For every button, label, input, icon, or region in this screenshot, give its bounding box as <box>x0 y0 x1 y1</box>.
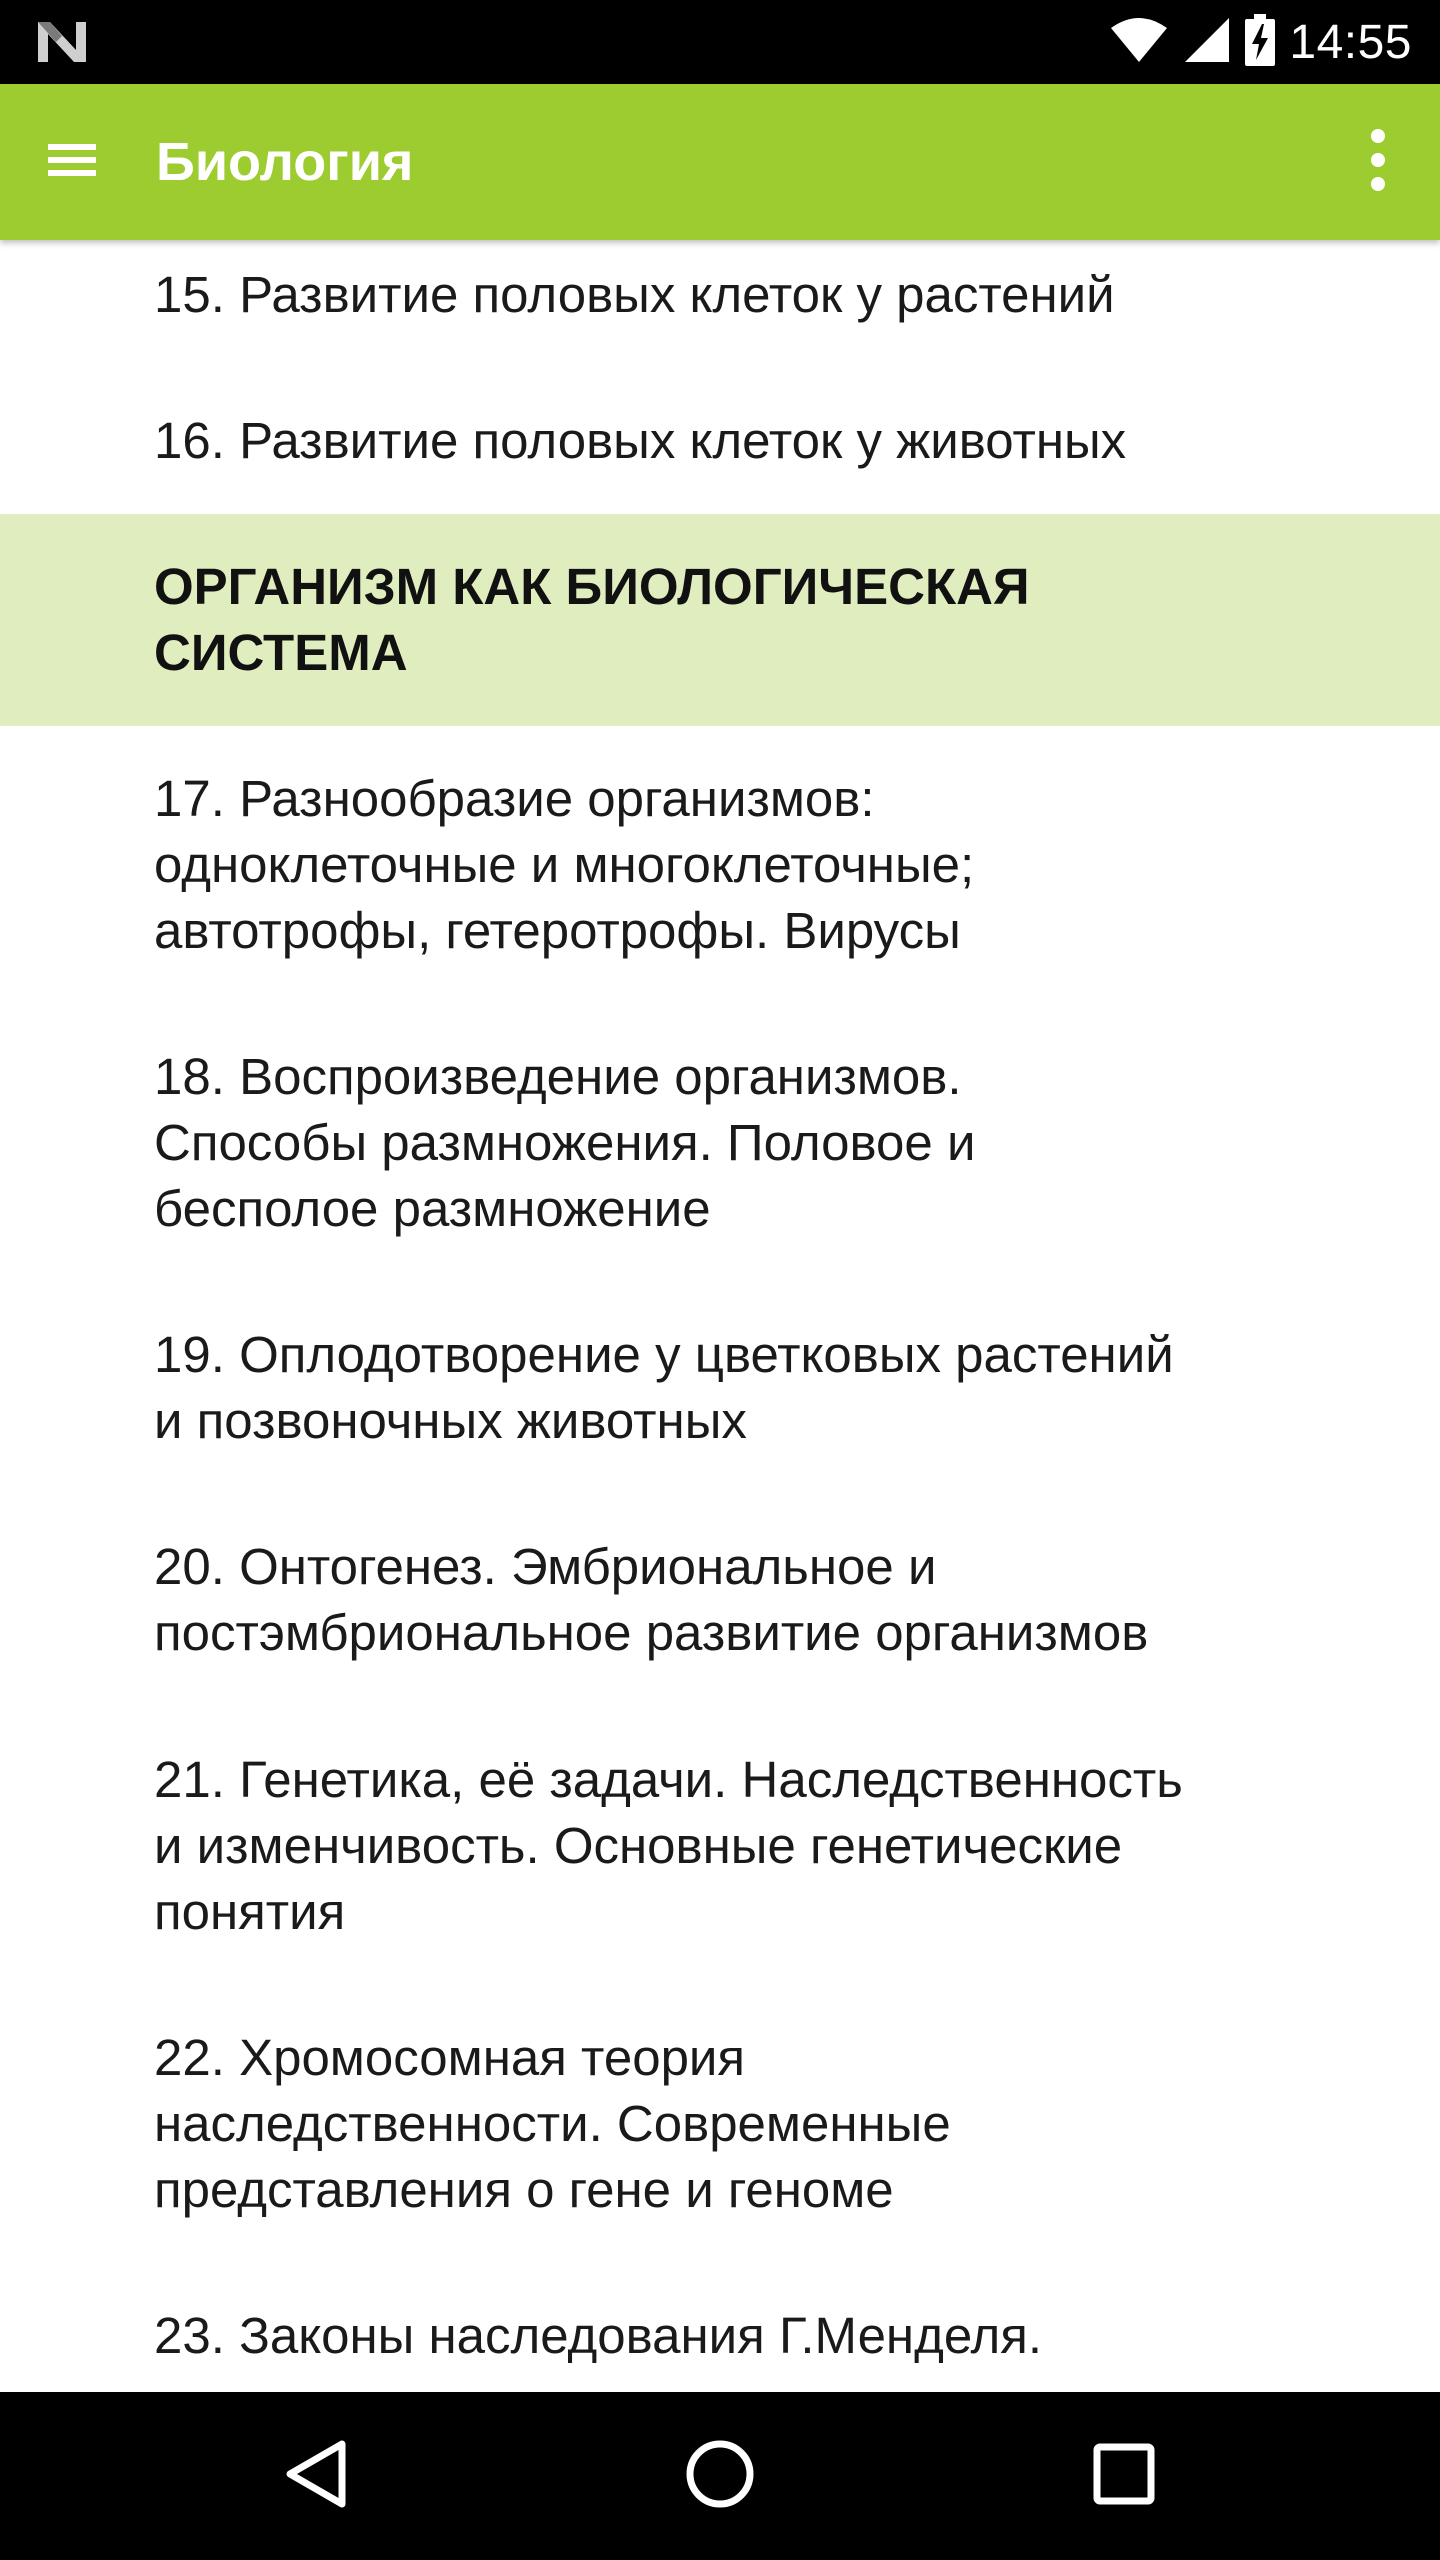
list-item-label: 20. Онтогенез. Эмбриональное и постэмбриональное развитие организмов <box>154 1538 1149 1661</box>
wifi-icon <box>1109 16 1169 69</box>
list-item[interactable] <box>0 1004 1440 1282</box>
home-circle-icon <box>684 2438 756 2515</box>
home-button[interactable] <box>670 2426 770 2526</box>
status-icons <box>1109 0 1412 84</box>
app-title: Биология <box>156 132 414 192</box>
list-item[interactable] <box>0 1707 1440 1985</box>
list-item[interactable] <box>0 2263 1440 2392</box>
list-item-label: 23. Законы наследования Г.Менделя. <box>154 2307 1043 2364</box>
more-vertical-icon <box>1370 128 1386 197</box>
status-time: 14:55 <box>1289 15 1412 69</box>
list-item-label: 19. Оплодотворение у цветковых растений и позвоночных животных <box>154 1326 1174 1449</box>
back-button[interactable] <box>266 2426 366 2526</box>
list-item-label: 22. Хромосомная теория наследственности. Современные представления о гене и геноме <box>154 2029 951 2218</box>
hamburger-menu-icon <box>48 142 96 183</box>
topic-list <box>0 240 1440 2392</box>
section-header <box>0 514 1440 726</box>
list-item-label: 21. Генетика, её задачи. Наследственность и изменчивость. Основные генетические понятия <box>154 1751 1183 1940</box>
list-item-label: 17. Разнообразие организмов: одноклеточные и многоклеточные; автотрофы, гетеротрофы. Вирусы <box>154 770 975 959</box>
status-bar <box>0 0 1440 84</box>
recents-button[interactable] <box>1074 2426 1174 2526</box>
menu-button[interactable] <box>34 124 110 200</box>
list-item-label: 16. Развитие половых клеток у животных <box>154 412 1127 469</box>
battery-charging-icon <box>1245 14 1275 71</box>
cellular-signal-icon <box>1183 16 1231 69</box>
list-item-label: 15. Развитие половых клеток у растений <box>154 266 1115 323</box>
list-item[interactable] <box>0 386 1440 534</box>
section-header-label: ОРГАНИЗМ КАК БИОЛОГИЧЕСКАЯ СИСТЕМА <box>154 558 1030 681</box>
notification-n-icon <box>36 20 88 64</box>
list-item[interactable] <box>0 1985 1440 2263</box>
recents-square-icon <box>1092 2442 1156 2511</box>
app-bar <box>0 84 1440 240</box>
back-triangle-icon <box>284 2438 348 2515</box>
overflow-menu-button[interactable] <box>1340 124 1416 200</box>
navigation-bar <box>0 2392 1440 2560</box>
list-item[interactable] <box>0 240 1440 386</box>
list-item[interactable] <box>0 1282 1440 1494</box>
list-item[interactable] <box>0 1494 1440 1707</box>
list-item[interactable] <box>0 726 1440 1004</box>
list-item-label: 18. Воспроизведение организмов. Способы размножения. Половое и бесполое размножение <box>154 1048 976 1237</box>
